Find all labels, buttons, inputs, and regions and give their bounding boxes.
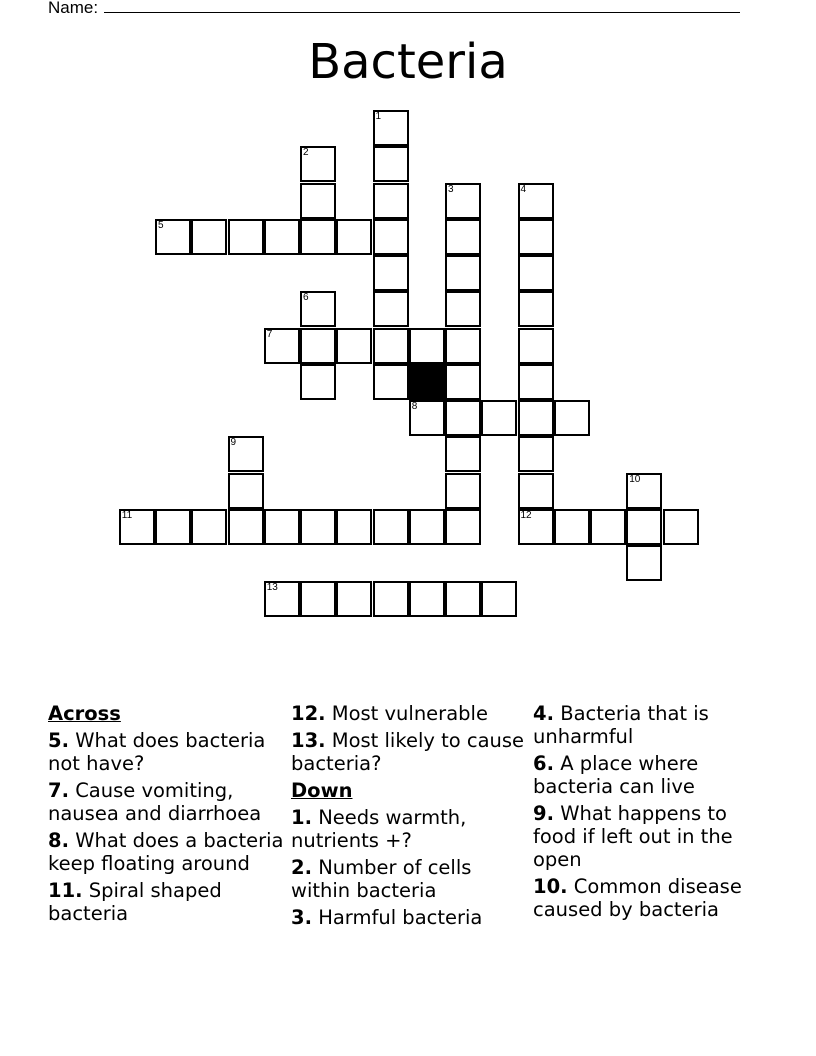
grid-cell[interactable] — [445, 473, 481, 509]
clue-item — [48, 779, 284, 825]
grid-cell[interactable] — [264, 219, 300, 255]
grid-cell[interactable] — [300, 183, 336, 219]
grid-cell[interactable] — [663, 509, 699, 545]
clue-item — [533, 802, 769, 871]
clue-text: Common disease caused by bacteria — [533, 875, 742, 921]
grid-cell[interactable] — [336, 581, 372, 617]
grid-cell[interactable] — [518, 473, 554, 509]
grid-cell[interactable] — [626, 473, 662, 509]
grid-cell[interactable] — [228, 436, 264, 472]
grid-cell[interactable] — [373, 328, 409, 364]
grid-cell[interactable] — [590, 509, 626, 545]
grid-cell[interactable] — [373, 146, 409, 182]
clue-item — [291, 906, 527, 929]
grid-cell[interactable] — [373, 364, 409, 400]
grid-cell[interactable] — [228, 509, 264, 545]
clue-number: 3 — [448, 183, 454, 195]
clue-item — [291, 729, 527, 775]
clue-number-label: 6. — [533, 752, 554, 775]
grid-cell[interactable] — [445, 328, 481, 364]
grid-cell[interactable] — [373, 509, 409, 545]
grid-cell[interactable] — [409, 400, 445, 436]
clue-text: What does a bacteria keep floating around — [48, 829, 284, 875]
grid-cell[interactable] — [481, 581, 517, 617]
grid-cell[interactable] — [336, 219, 372, 255]
clue-number-label: 12. — [291, 702, 326, 725]
grid-cell[interactable] — [445, 436, 481, 472]
clue-number: 10 — [629, 473, 641, 485]
clue-number-label: 5. — [48, 729, 69, 752]
clue-item — [533, 702, 769, 748]
clue-text: What does bacteria not have? — [48, 729, 266, 775]
clues-column-3 — [533, 702, 769, 925]
grid-cell[interactable] — [228, 473, 264, 509]
name-label: Name: — [48, 0, 99, 17]
clue-text: Number of cells within bacteria — [291, 856, 472, 902]
grid-cell[interactable] — [518, 436, 554, 472]
grid-cell[interactable] — [373, 255, 409, 291]
clue-text: Spiral shaped bacteria — [48, 879, 222, 925]
clue-text: Needs warmth, nutrients +? — [291, 806, 467, 852]
clue-text: Cause vomiting, nausea and diarrhoea — [48, 779, 262, 825]
clue-text: Most likely to cause bacteria? — [291, 729, 525, 775]
clue-number: 13 — [266, 582, 278, 594]
grid-cell[interactable] — [300, 146, 336, 182]
grid-cell[interactable] — [445, 255, 481, 291]
clue-number: 6 — [303, 292, 309, 304]
grid-cell[interactable] — [518, 509, 554, 545]
grid-cell[interactable] — [373, 291, 409, 327]
grid-cell[interactable] — [373, 219, 409, 255]
grid-cell[interactable] — [409, 328, 445, 364]
clues-column-1 — [48, 702, 284, 929]
grid-cell[interactable] — [300, 291, 336, 327]
grid-cell[interactable] — [481, 400, 517, 436]
grid-cell[interactable] — [518, 364, 554, 400]
grid-cell[interactable] — [191, 219, 227, 255]
clue-item — [48, 879, 284, 925]
grid-cell[interactable] — [336, 328, 372, 364]
grid-cell[interactable] — [336, 509, 372, 545]
blocked-cell — [409, 364, 445, 400]
grid-cell[interactable] — [119, 509, 155, 545]
page-title: Bacteria — [308, 34, 508, 90]
grid-cell[interactable] — [626, 545, 662, 581]
clue-number-label: 7. — [48, 779, 69, 802]
grid-cell[interactable] — [300, 581, 336, 617]
grid-cell[interactable] — [554, 509, 590, 545]
clue-number-label: 8. — [48, 829, 69, 852]
clue-text: Most vulnerable — [331, 702, 488, 725]
clue-number: 4 — [520, 183, 527, 195]
clue-number-label: 3. — [291, 906, 312, 929]
clue-item — [533, 875, 769, 921]
grid-cell[interactable] — [518, 219, 554, 255]
grid-cell[interactable] — [300, 219, 336, 255]
grid-cell[interactable] — [373, 183, 409, 219]
clue-item — [291, 806, 527, 852]
clue-item — [533, 752, 769, 798]
clue-number-label: 2. — [291, 856, 312, 879]
clue-text: What happens to food if left out in the open — [533, 802, 733, 871]
clue-number: 2 — [303, 147, 309, 159]
clue-number: 11 — [121, 509, 133, 521]
clue-text: A place where bacteria can live — [533, 752, 699, 798]
clue-item — [291, 856, 527, 902]
clue-number: 7 — [266, 328, 273, 340]
grid-cell[interactable] — [264, 328, 300, 364]
grid-cell[interactable] — [155, 219, 191, 255]
grid-cell[interactable] — [409, 581, 445, 617]
grid-cell[interactable] — [518, 255, 554, 291]
grid-cell[interactable] — [264, 509, 300, 545]
clue-number-label: 11. — [48, 879, 83, 902]
grid-cell[interactable] — [445, 183, 481, 219]
clue-number-label: 9. — [533, 802, 554, 825]
grid-cell[interactable] — [445, 509, 481, 545]
grid-cell[interactable] — [445, 219, 481, 255]
clue-number-label: 10. — [533, 875, 568, 898]
clue-number-label: 1. — [291, 806, 312, 829]
clue-number: 9 — [230, 437, 237, 449]
grid-cell[interactable] — [518, 400, 554, 436]
clue-item — [48, 729, 284, 775]
grid-cell[interactable] — [554, 400, 590, 436]
clue-text: Harmful bacteria — [318, 906, 483, 929]
grid-cell[interactable] — [518, 291, 554, 327]
grid-cell[interactable] — [300, 364, 336, 400]
grid-cell[interactable] — [373, 581, 409, 617]
clue-number: 8 — [411, 401, 418, 412]
grid-cell[interactable] — [518, 183, 554, 219]
clue-number-label: 13. — [291, 729, 326, 752]
clue-item — [291, 702, 527, 725]
clue-item — [48, 829, 284, 875]
clue-number-label: 4. — [533, 702, 554, 725]
grid-cell[interactable] — [300, 328, 336, 364]
grid-cell[interactable] — [518, 328, 554, 364]
clue-number: 12 — [520, 509, 532, 521]
grid-cell[interactable] — [445, 291, 481, 327]
grid-cell[interactable] — [228, 219, 264, 255]
grid-cell[interactable] — [626, 509, 662, 545]
clues-column-2 — [291, 702, 527, 933]
grid-cell[interactable] — [445, 400, 481, 436]
grid-cell[interactable] — [155, 509, 191, 545]
grid-cell[interactable] — [264, 581, 300, 617]
grid-cell[interactable] — [373, 110, 409, 146]
clue-section-heading: Across — [48, 702, 121, 725]
clue-number: 1 — [375, 111, 382, 122]
clue-number: 5 — [158, 219, 164, 231]
grid-cell[interactable] — [445, 364, 481, 400]
clue-section-heading: Down — [291, 779, 353, 802]
clue-text: Bacteria that is unharmful — [533, 702, 709, 748]
grid-cell[interactable] — [191, 509, 227, 545]
grid-cell[interactable] — [445, 581, 481, 617]
grid-cell[interactable] — [300, 509, 336, 545]
grid-cell[interactable] — [409, 509, 445, 545]
